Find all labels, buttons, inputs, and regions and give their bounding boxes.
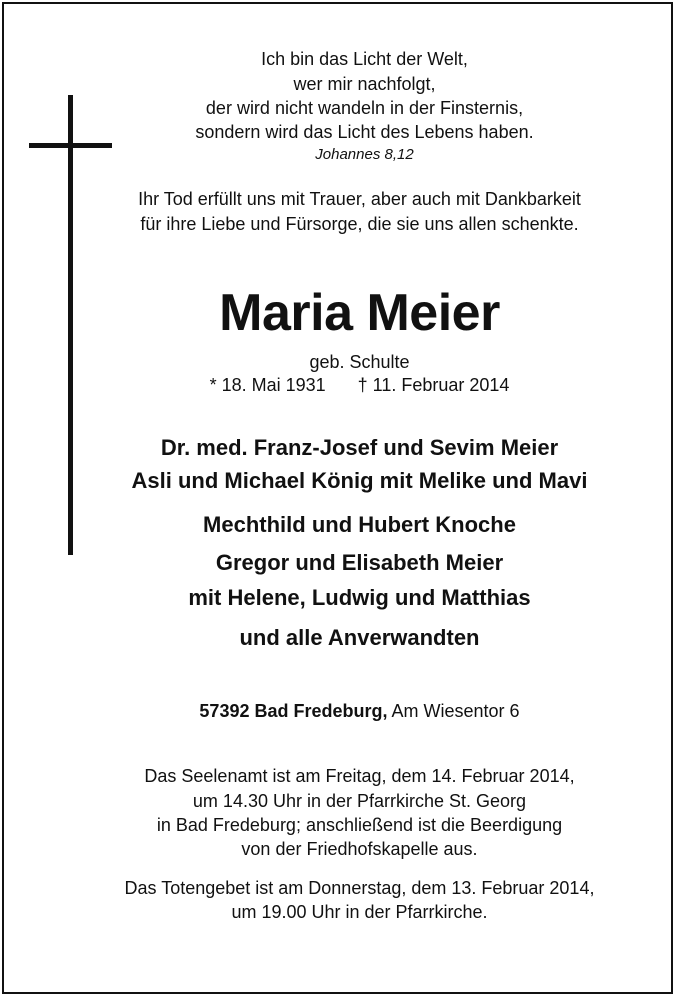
life-dates bbox=[40, 374, 679, 396]
requiem-line: Das Seelenamt ist am Freitag, dem 14. Februar 2014, bbox=[144, 766, 575, 786]
maiden-name: geb. Schulte bbox=[309, 352, 410, 372]
verse-line: Ich bin das Licht der Welt, bbox=[261, 49, 468, 69]
prayer-line: um 19.00 Uhr in der Pfarrkirche. bbox=[231, 902, 488, 922]
address-town: 57392 Bad Fredeburg, bbox=[199, 701, 388, 721]
prayer-line: Das Totengebet ist am Donnerstag, dem 13. Februar 2014, bbox=[124, 878, 595, 898]
deceased-name: Maria Meier bbox=[219, 284, 500, 342]
requiem-line: in Bad Fredeburg; anschließend ist die Beerdigung bbox=[156, 815, 563, 835]
requiem-line: von der Friedhofskapelle aus. bbox=[241, 839, 478, 859]
mourner-line: Gregor und Elisabeth Meier bbox=[215, 550, 504, 575]
mourner-line: Mechthild und Hubert Knoche bbox=[203, 512, 516, 537]
birth-date: * 18. Mai 1931 bbox=[209, 375, 326, 395]
mourner-line: Asli und Michael König mit Melike und Mavi bbox=[131, 468, 588, 493]
verse-line: sondern wird das Licht des Lebens haben. bbox=[195, 122, 534, 142]
address-street: Am Wiesentor 6 bbox=[391, 701, 520, 721]
family-address bbox=[40, 700, 679, 722]
requiem-line: um 14.30 Uhr in der Pfarrkirche St. Georg bbox=[192, 791, 527, 811]
mourner-line: und alle Anverwandten bbox=[239, 625, 480, 650]
intro-line: Ihr Tod erfüllt uns mit Trauer, aber auch mit Dankbarkeit bbox=[138, 189, 581, 209]
death-date: † 11. Februar 2014 bbox=[357, 375, 510, 395]
verse-reference: Johannes 8,12 bbox=[315, 146, 414, 163]
intro-line: für ihre Liebe und Fürsorge, die sie uns allen schenkte. bbox=[140, 214, 579, 234]
mourner-line: mit Helene, Ludwig und Matthias bbox=[188, 585, 531, 610]
mourner-line: Dr. med. Franz-Josef und Sevim Meier bbox=[160, 435, 559, 460]
verse-line: wer mir nachfolgt, bbox=[293, 74, 436, 94]
verse-line: der wird nicht wandeln in der Finsternis, bbox=[205, 98, 524, 118]
